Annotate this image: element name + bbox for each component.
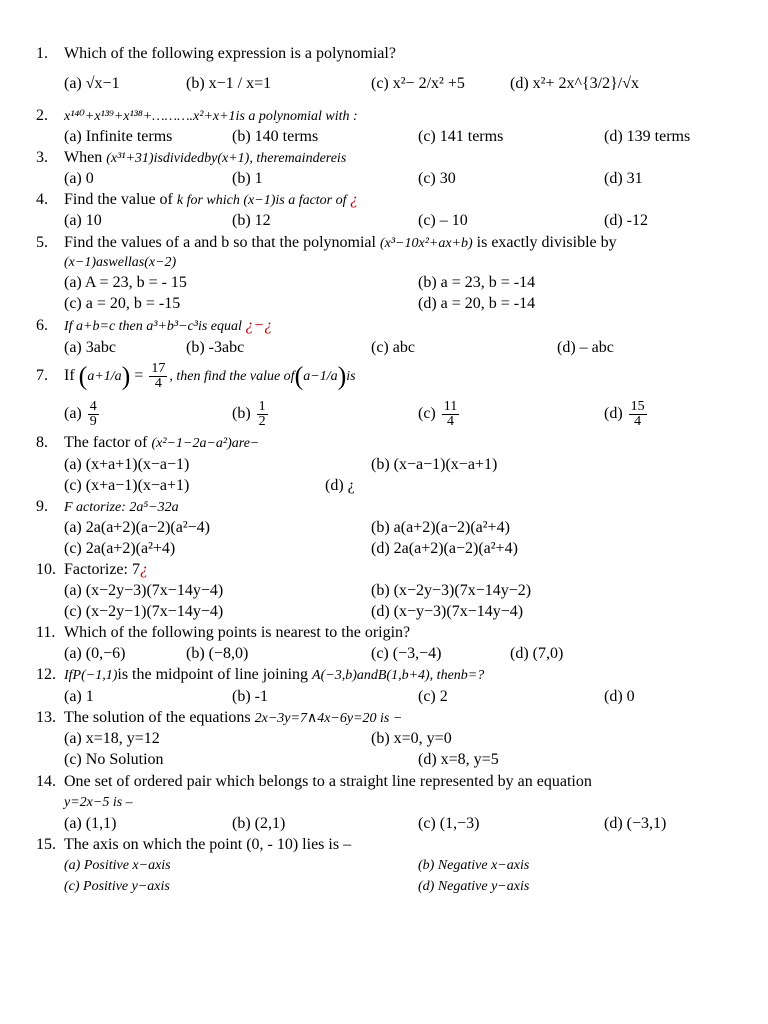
- numerator: 4: [89, 398, 97, 414]
- question-4: [36, 190, 358, 211]
- q10-option-c: (c) (x−2y−1)(7x−14y−4): [64, 603, 224, 620]
- question-12: [36, 665, 484, 686]
- question-number: 8.: [36, 434, 48, 451]
- q14-option-d: (d) (−3,1): [604, 815, 667, 832]
- question-1: [36, 44, 396, 64]
- question-text-math: IfP(−1,1): [64, 668, 118, 683]
- right-paren: ): [121, 361, 131, 391]
- q9-option-d: (d) 2a(a+2)(a−2)(a²+4): [371, 540, 518, 557]
- q5-option-b: (b) a = 23, b = -14: [418, 274, 536, 291]
- question-text-math: (x³−10x²+ax+b): [379, 236, 473, 251]
- q3-option-a: (a) 0: [64, 170, 94, 187]
- question-text-prefix: is the midpoint of line joining: [117, 666, 313, 683]
- q8-option-c: (c) (x+a−1)(x−a+1): [64, 477, 190, 494]
- question-text-math: If a+b=c then a³+b³−c³is equal: [64, 319, 246, 334]
- question-text-prefix: Factorize: 7: [64, 561, 140, 578]
- q1-option-a: (a) √x−1: [64, 75, 120, 92]
- option-fraction: [88, 400, 99, 429]
- q11-option-d: (d) (7,0): [510, 645, 564, 662]
- q10-option-d: (d) (x−y−3)(7x−14y−4): [371, 603, 524, 620]
- q4-option-b: (b) 12: [232, 212, 271, 229]
- question-5: [36, 233, 617, 254]
- question-14: [36, 772, 592, 792]
- question-15: [36, 835, 351, 855]
- q5-option-a: (a) A = 23, b = - 15: [64, 274, 187, 291]
- q3-option-c: (c) 30: [418, 170, 456, 187]
- q12-option-c: (c) 2: [418, 688, 448, 705]
- question-2: [36, 106, 358, 127]
- question-text-prefix: Find the values of a and b so that the polynomial: [64, 234, 380, 251]
- q7-lhs: a+1/a: [87, 369, 122, 384]
- question-text-suffix: is exactly divisible by: [472, 234, 617, 251]
- q6-option-d: (d) – abc: [557, 339, 614, 356]
- question-text: Which of the following expression is a polynomial?: [64, 45, 396, 62]
- left-paren: (: [294, 361, 304, 391]
- question-number: 15.: [36, 836, 56, 853]
- numerator: 1: [258, 398, 266, 414]
- question-text-suffix: is: [346, 369, 356, 384]
- q5-continuation: (x−1)aswellas(x−2): [64, 255, 177, 270]
- question-text-prefix: If: [64, 367, 79, 384]
- q13-option-d: (d) x=8, y=5: [418, 751, 499, 768]
- q1-option-d: (d) x²+ 2x^{3/2}/√x: [510, 75, 640, 92]
- question-text-math: 2x−3y=7∧4x−6y=20 is −: [254, 711, 403, 726]
- q10-option-b: (b) (x−2y−3)(7x−14y−2): [371, 582, 532, 599]
- q14-option-c: (c) (1,−3): [418, 815, 480, 832]
- q8-option-b: (b) (x−a−1)(x−a+1): [371, 456, 498, 473]
- q11-option-b: (b) (−8,0): [186, 645, 249, 662]
- q14-option-a: (a) (1,1): [64, 815, 117, 832]
- q7-option-c: [418, 398, 461, 430]
- q7-option-b: [232, 398, 270, 430]
- q4-option-c: (c) – 10: [418, 212, 468, 229]
- q5-option-c: (c) a = 20, b = -15: [64, 295, 181, 312]
- q11-option-c: (c) (−3,−4): [371, 645, 442, 662]
- q14-continuation: y=2x−5 is –: [64, 795, 133, 810]
- q12-option-b: (b) -1: [232, 688, 268, 705]
- q4-option-d: (d) -12: [604, 212, 648, 229]
- denominator: 4: [634, 413, 642, 429]
- question-9: [36, 497, 179, 518]
- q13-option-c: (c) No Solution: [64, 751, 164, 768]
- q2-option-b: (b) 140 terms: [232, 128, 319, 145]
- question-8: [36, 433, 259, 454]
- q15-option-b: (b) Negative x−axis: [418, 858, 530, 873]
- q1-option-c: (c) x²− 2/x² +5: [371, 75, 465, 92]
- question-number: 12.: [36, 666, 56, 683]
- question-number: 10.: [36, 561, 56, 578]
- numerator: 17: [151, 360, 166, 376]
- q6-option-b: (b) -3abc: [186, 339, 245, 356]
- q4-option-a: (a) 10: [64, 212, 102, 229]
- q6-option-c: (c) abc: [371, 339, 415, 356]
- option-fraction: [442, 400, 459, 429]
- question-number: 14.: [36, 773, 56, 790]
- question-text-error: ¿: [350, 191, 359, 208]
- question-number: 3.: [36, 149, 48, 166]
- question-text-math: k for which (x−1)is a factor of: [176, 193, 351, 208]
- q13-option-a: (a) x=18, y=12: [64, 730, 160, 747]
- question-number: 9.: [36, 498, 48, 515]
- left-paren: (: [78, 361, 88, 391]
- q5-option-d: (d) a = 20, b = -14: [418, 295, 536, 312]
- question-number: 11.: [36, 624, 56, 641]
- question-7: 7. If (a+1/a) = $\frac{17}{4}$ , then find the value of(a−1/a)is: [36, 358, 356, 395]
- question-11: [36, 623, 410, 643]
- question-text-math: F actorize: 2a⁵−32a: [64, 500, 179, 515]
- q8-option-a: (a) (x+a+1)(x−a−1): [64, 456, 190, 473]
- q7-find: a−1/a: [303, 369, 338, 384]
- option-label: (d): [604, 405, 623, 422]
- question-number: 1.: [36, 45, 48, 62]
- q15-option-a: (a) Positive x−axis: [64, 858, 171, 873]
- question-text-error: ¿: [139, 561, 148, 578]
- question-text-math-2: A(−3,b)andB(1,b+4), thenb=?: [312, 668, 485, 683]
- q7-rhs-fraction: [149, 362, 167, 391]
- q15-option-d: (d) Negative y−axis: [418, 879, 530, 894]
- question-text: The axis on which the point (0, - 10) lies is –: [64, 836, 352, 853]
- numerator: 11: [443, 398, 458, 414]
- question-text-prefix: The factor of: [64, 434, 152, 451]
- q9-option-c: (c) 2a(a+2)(a²+4): [64, 540, 176, 557]
- question-number: 4.: [36, 191, 48, 208]
- q9-option-a: (a) 2a(a+2)(a−2)(a²−4): [64, 519, 210, 536]
- q2-option-c: (c) 141 terms: [418, 128, 504, 145]
- option-label: (b): [232, 405, 251, 422]
- q11-option-a: (a) (0,−6): [64, 645, 126, 662]
- q9-option-b: (b) a(a+2)(a−2)(a²+4): [371, 519, 510, 536]
- denominator: 4: [447, 413, 454, 429]
- question-text-math: (x²−1−2a−a²)are−: [151, 436, 260, 451]
- option-fraction: [629, 400, 647, 429]
- question-10: [36, 560, 148, 580]
- q15-option-c: (c) Positive y−axis: [64, 879, 170, 894]
- question-text-math: , then find the value of: [169, 369, 295, 384]
- denominator: 9: [89, 413, 97, 429]
- q2-option-d: (d) 139 terms: [604, 128, 691, 145]
- question-text-math: (x³¹+31)isdividedby(x+1), theremaindereis: [106, 151, 347, 166]
- question-text-prefix: The solution of the equations: [64, 709, 255, 726]
- q8-option-d: (d) ¿: [325, 477, 355, 494]
- question-number: 2.: [36, 107, 48, 124]
- q3-option-b: (b) 1: [232, 170, 263, 187]
- question-13: [36, 708, 402, 729]
- question-text: x¹⁴⁰+x¹³⁹+x¹³⁸+……….x²+x+1is a polynomial with :: [64, 109, 358, 124]
- q13-option-b: (b) x=0, y=0: [371, 730, 452, 747]
- q1-option-b: (b) x−1 / x=1: [186, 75, 272, 92]
- q7-option-d: [604, 398, 649, 430]
- q10-option-a: (a) (x−2y−3)(7x−14y−4): [64, 582, 224, 599]
- question-number: 13.: [36, 709, 56, 726]
- q12-option-d: (d) 0: [604, 688, 635, 705]
- option-fraction: [257, 400, 268, 429]
- question-number: 6.: [36, 317, 48, 334]
- q12-option-a: (a) 1: [64, 688, 94, 705]
- question-text-prefix: Find the value of: [64, 191, 177, 208]
- question-text-error: ¿−¿: [245, 317, 273, 334]
- q14-option-b: (b) (2,1): [232, 815, 286, 832]
- question-text: Which of the following points is nearest to the origin?: [64, 624, 411, 641]
- q2-option-a: (a) Infinite terms: [64, 128, 173, 145]
- question-text-prefix: When: [64, 149, 107, 166]
- option-label: (c): [418, 405, 436, 422]
- question-6: [36, 316, 272, 337]
- question-3: [36, 148, 346, 169]
- denominator: 2: [258, 413, 266, 429]
- question-text: One set of ordered pair which belongs to a straight line represented by an equation: [64, 773, 592, 790]
- option-label: (a): [64, 405, 82, 422]
- q7-option-a: [64, 398, 101, 430]
- numerator: 15: [630, 398, 645, 414]
- q3-option-d: (d) 31: [604, 170, 643, 187]
- q6-option-a: (a) 3abc: [64, 339, 116, 356]
- right-paren: ): [337, 361, 347, 391]
- question-number: 7.: [36, 367, 48, 384]
- question-number: 5.: [36, 234, 48, 251]
- denominator: 4: [154, 375, 162, 391]
